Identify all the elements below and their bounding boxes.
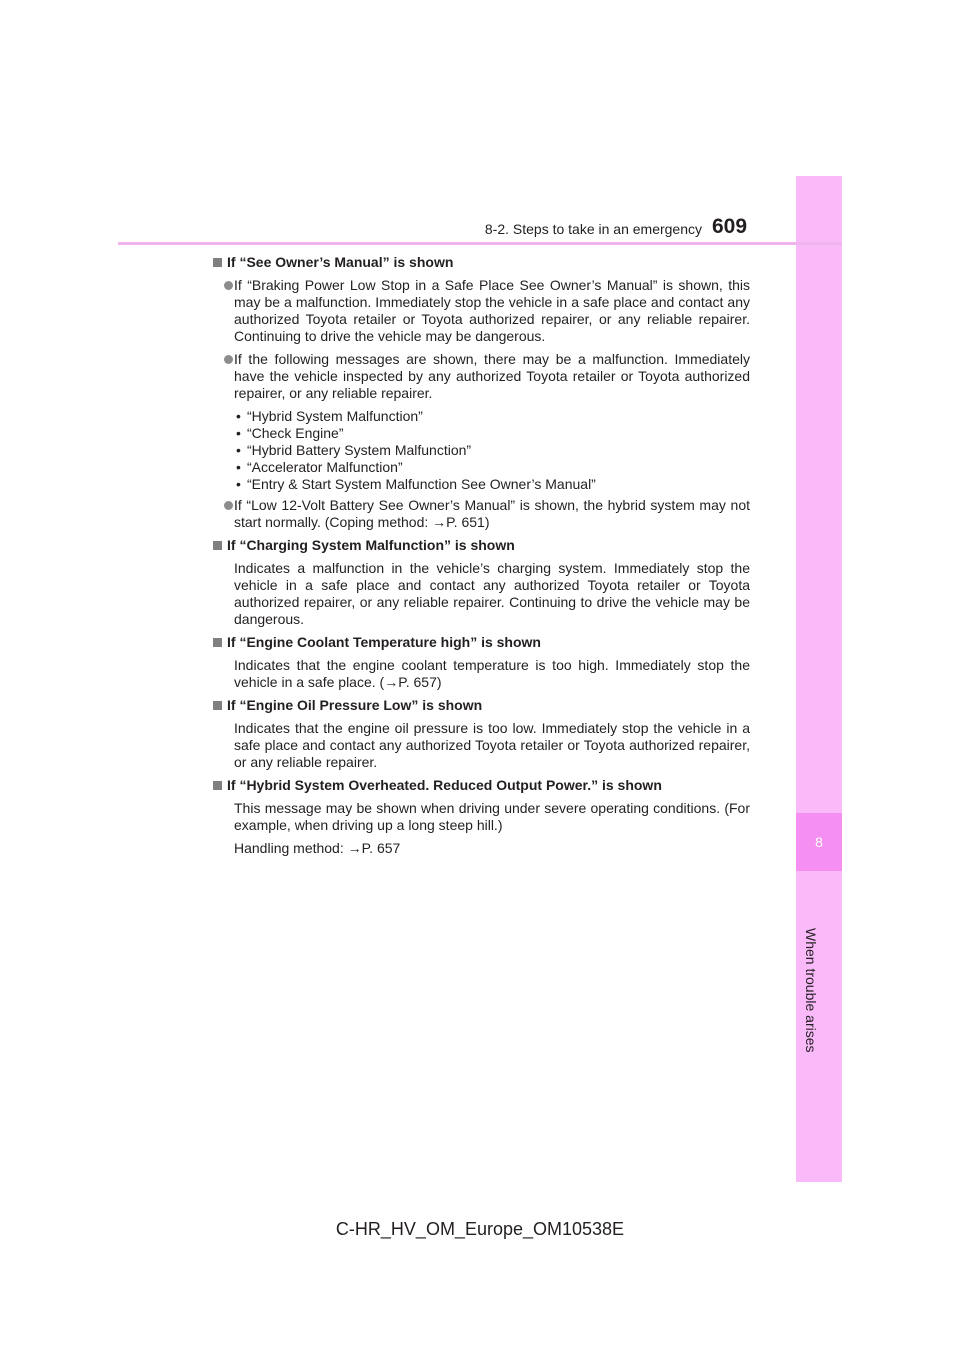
chapter-number-tab[interactable] <box>796 813 842 871</box>
document-code: C-HR_HV_OM_Europe_OM10538E <box>335 1219 625 1239</box>
header-rule <box>118 242 842 245</box>
section-heading: If “Hybrid System Overheated. Reduced Output Power.” is shown <box>212 777 750 794</box>
section-title: 8-2. Steps to take in an emergency <box>484 221 702 237</box>
section-heading: If “Engine Coolant Temperature high” is shown <box>212 634 750 651</box>
section-body: This message may be shown when driving under severe operating conditions. (For example, when driving up a long steep hill.) <box>234 800 750 833</box>
section-heading: If “See Owner’s Manual” is shown <box>212 254 750 271</box>
list-item: If “Braking Power Low Stop in a Safe Place See Owner’s Manual” is shown, this may be a malfunction. Immediately stop the vehicle in a safe place and contact any authorized Toyota retailer or Toyota authorized repairer, or any reliable repairer. Continuing to drive the vehicle may be dangerous. <box>212 277 750 345</box>
message-item: • “Entry & Start System Malfunction See Owner’s Manual” <box>236 476 596 492</box>
section-body: Indicates a malfunction in the vehicle’s charging system. Immediately stop the vehicle in a safe place and contact any authorized Toyota retailer or Toyota authorized repairer, or any reliable repairer. Continuing to drive the vehicle may be dangerous. <box>234 560 750 627</box>
page-number: 609 <box>712 215 748 238</box>
square-bullet-icon <box>213 258 222 267</box>
square-bullet-icon <box>213 541 222 550</box>
list-item: If the following messages are shown, there may be a malfunction. Immediately have the vehicle inspected by any authorized Toyota retailer or Toyota authorized repairer, or any reliable repairer. <box>212 351 750 402</box>
section-heading: If “Engine Oil Pressure Low” is shown <box>212 697 750 714</box>
handling-method-reference: Handling method: →P. 657 <box>234 840 401 856</box>
list-item: If “Low 12-Volt Battery See Owner’s Manual” is shown, the hybrid system may not start normally. (Coping method: →P. 651) <box>212 497 750 531</box>
message-item: • “Check Engine” <box>236 425 344 441</box>
square-bullet-icon <box>213 701 222 710</box>
message-item: • “Accelerator Malfunction” <box>236 459 403 475</box>
chapter-number: 8 <box>815 834 823 850</box>
square-bullet-icon <box>213 781 222 790</box>
chapter-title: When trouble arises <box>803 928 819 1053</box>
section-body: Indicates that the engine coolant temperature is too high. Immediately stop the vehicle in a safe place. (→P. 657) <box>234 657 750 690</box>
section-heading: If “Charging System Malfunction” is shown <box>212 537 750 554</box>
square-bullet-icon <box>213 638 222 647</box>
message-item: • “Hybrid System Malfunction” <box>236 408 423 424</box>
circle-bullet-icon <box>224 355 233 364</box>
message-item: • “Hybrid Battery System Malfunction” <box>236 442 472 458</box>
section-body: Indicates that the engine oil pressure is too low. Immediately stop the vehicle in a safe place and contact any authorized Toyota retailer or Toyota authorized repairer, or any reliable repairer. <box>234 720 750 770</box>
page-content <box>212 254 750 863</box>
circle-bullet-icon <box>224 501 233 510</box>
message-list <box>212 408 750 493</box>
circle-bullet-icon <box>224 281 233 290</box>
